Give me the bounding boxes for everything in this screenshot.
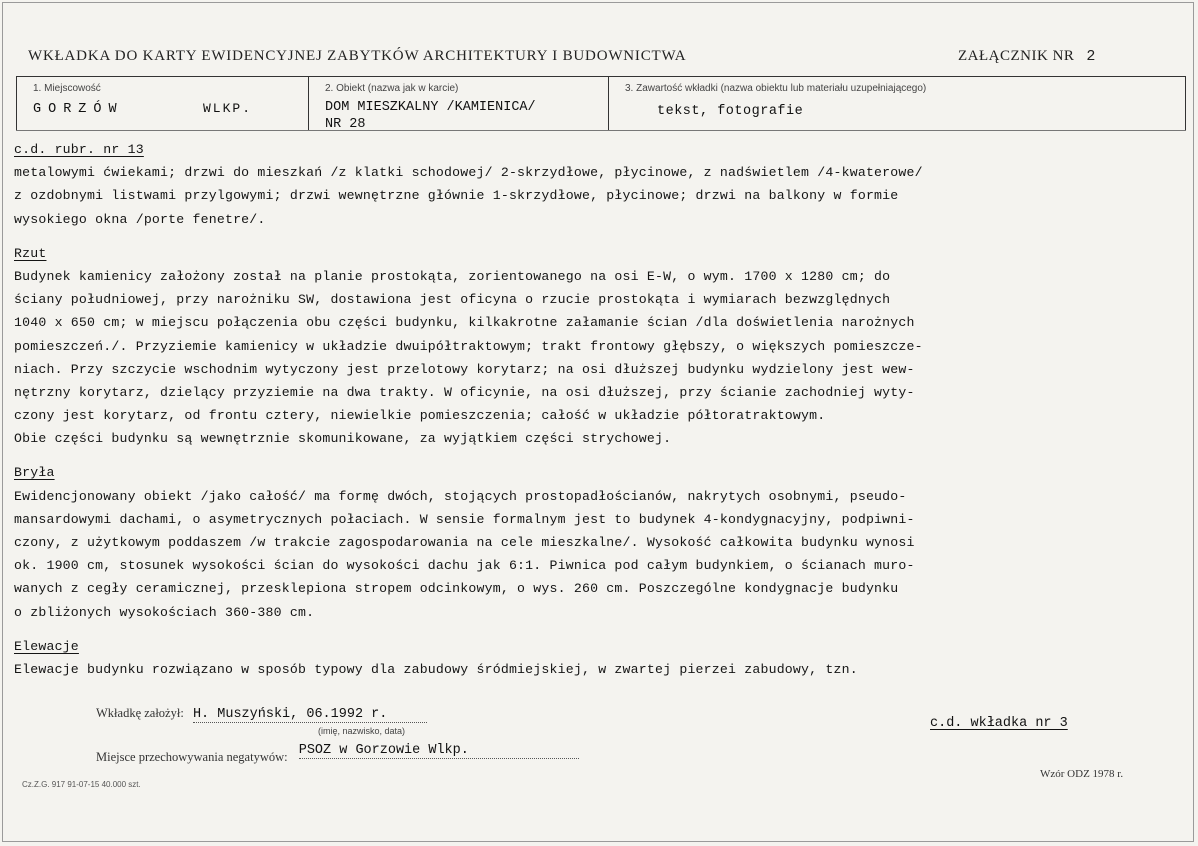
field-contents-label: 3. Zawartość wkładki (nazwa obiektu lub materiału uzupełniającego) [625,83,927,94]
storage-row [96,743,579,766]
field-object [309,77,609,131]
form-title: WKŁADKA DO KARTY EWIDENCYJNEJ ZABYTKÓW ARCHITEKTURY I BUDOWNICTWA [28,48,687,64]
annex-label [958,48,1096,65]
text-line: niach. Przy szczycie wschodnim wytyczony jest przelotowy korytarz; na osi dłuższej budynku wydzielony jest wew- [14,361,915,377]
text-line: czony jest korytarz, od frontu cztery, niewielkie pomieszczenia; całość w układzie półtoratraktowym. [14,408,826,424]
section-heading-bryla: Bryła [14,465,55,481]
header-fields-box [16,76,1186,130]
text-line: o zbliżonych wysokościach 360-380 cm. [14,604,315,620]
text-line: ściany południowej, przy narożniku SW, dostawiona jest oficyna o rzucie prostokąta i wymiarach bezwzględnych [14,292,891,308]
text-line: ok. 1900 cm, stosunek wysokości ścian do wysokości dachu jak 6:1. Piwnica pod całym budynkiem, o ścianach muro- [14,558,915,574]
header-divider [16,130,1186,131]
text-line: mansardowymi dachami, o asymetrycznych połaciach. W sensie formalnym jest to budynek 4-kondygnacyjny, podpiwni- [14,511,915,527]
text-line: czony, z użytkowym poddaszem /w trakcie zagospodarowania na cele mieszkalne/. Wysokość całkowita budynku wynosi [14,535,915,550]
continuation-note: c.d. wkładka nr 3 [930,716,1068,731]
text-line: Ewidencjonowany obiekt /jako całość/ ma formę dwóch, stojących prostopadłościanów, nakrytych osobnymi, pseudo- [14,488,907,504]
founder-value: H. Muszyński, 06.1992 r. [193,707,427,723]
printer-info: Cz.Z.G. 917 91-07-15 40.000 szt. [22,780,141,789]
text-line: z ozdobnymi listwami przylgowymi; drzwi wewnętrzne głównie 1-skrzydłowe, płycinowe; drzwi na balkony w formie [14,188,899,204]
text-line: metalowymi ćwiekami; drzwi do mieszkań /z klatki schodowej/ 2-skrzydłowe, płycinowe, z nadświetlem /4-kwaterowe/ [14,165,923,181]
field-contents [609,77,1185,131]
founder-label: Wkładkę założył: [96,706,184,720]
field-object-value: DOM MIESZKALNY /KAMIENICA/ NR 28 [325,100,536,132]
form-model: Wzór ODZ 1978 r. [1040,768,1124,780]
field-locality-label: 1. Miejscowość [33,83,101,94]
section-heading-rzut: Rzut [14,245,47,261]
text-line: wanych z cegły ceramicznej, przesklepiona stropem odcinkowym, o wys. 260 cm. Poszczególne kondygnacje budynku [14,581,899,597]
annex-number: 2 [1086,48,1096,65]
storage-label: Miejsce przechowywania negatywów: [96,750,288,764]
annex-label-text: ZAŁĄCZNIK NR [958,48,1075,64]
field-locality-value: GORZÓW [33,102,124,117]
text-line: wysokiego okna /porte fenetre/. [14,211,266,227]
field-locality [17,77,309,131]
field-locality-value-suffix: WLKP. [203,101,253,116]
storage-value: PSOZ w Gorzowie Wlkp. [299,743,579,759]
section-heading-elewacje: Elewacje [14,638,79,654]
text-line: nętrzny korytarz, dzielący przyziemie na dwa trakty. W oficynie, na osi dłuższej, przy ścianie zachodniej wyty- [14,384,915,400]
field-object-label: 2. Obiekt (nazwa jak w karcie) [325,83,459,94]
continuation-heading: c.d. rubr. nr 13 [14,142,144,157]
text-line: pomieszczeń./. Przyziemie kamienicy w układzie dwuipółtraktowym; trakt frontowy głębszy, o większych pomieszcze- [14,338,923,354]
text-line: Budynek kamienicy założony został na planie prostokąta, zorientowanego na osi E-W, o wym. 1700 x 1280 cm; do [14,268,891,284]
field-contents-value: tekst, fotografie [657,104,804,119]
text-line: Elewacje budynku rozwiązano w sposób typowy dla zabudowy śródmiejskiej, w zwartej pierzei zabudowy, tzn. [14,661,858,677]
founder-hint: (imię, nazwisko, data) [318,726,406,736]
text-line: 1040 x 650 cm; w miejscu połączenia obu części budynku, kilkakrotne załamanie ścian /dla doświetlenia narożnych [14,315,915,331]
typed-text-body [14,138,1184,681]
founder-row [96,706,427,722]
text-line: Obie części budynku są wewnętrznie skomunikowane, za wyjątkiem części strychowej. [14,431,672,447]
